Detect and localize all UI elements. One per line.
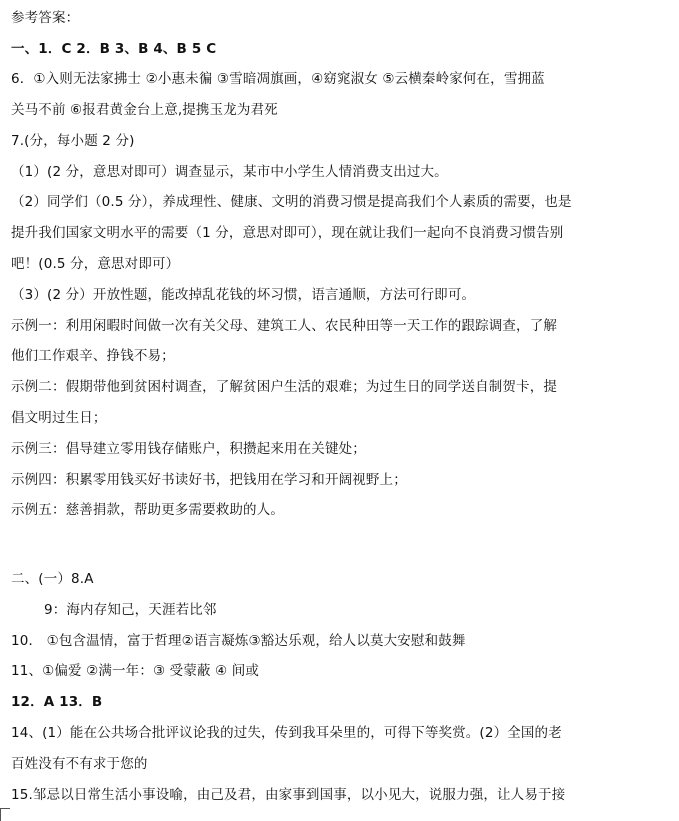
document-heading: 参考答案：: [11, 10, 80, 26]
answer-line-6-cont: 关马不前 ⑥报君黄金台上意,提携玉龙为君死: [11, 102, 278, 118]
page-corner-mark: [0, 808, 10, 821]
answer-line-14-cont: 百姓没有不有求于您的: [11, 756, 148, 772]
answer-line-6: 6．①入则无法家拂士 ②小惠未徧 ③雪暗凋旗画，④窈窕淑女 ⑤云横秦岭家何在，雪拥蓝: [11, 71, 545, 87]
answer-line-10: 10． ①包含温情，富于哲理②语言凝炼③豁达乐观，给人以莫大安慰和鼓舞: [11, 633, 466, 649]
answer-line-7-1: （1）(2 分，意思对即可）调查显示，某市中小学生人情消费支出过大。: [11, 164, 448, 180]
example-2: 示例二：假期带他到贫困村调查，了解贫困户生活的艰难；为过生日的同学送自制贺卡，提: [11, 379, 557, 395]
answer-line-11: 11、①偏爱 ②满一年：③ 受蒙蔽 ④ 间或: [11, 663, 260, 679]
answer-line-7-2: （2）同学们（0.5 分），养成理性、健康、文明的消费习惯是提高我们个人素质的需要，也是: [11, 194, 572, 210]
answer-line-7-2-cont-a: 提升我们国家文明水平的需要（1 分，意思对即可），现在就让我们一起向不良消费习惯告别: [11, 225, 564, 241]
answer-line-7-3: （3）(2 分）开放性题，能改掉乱花钱的坏习惯，语言通顺，方法可行即可。: [11, 287, 476, 303]
example-2-cont: 倡文明过生日；: [11, 410, 107, 426]
example-3: 示例三：倡导建立零用钱存储账户，积攒起来用在关键处；: [11, 441, 366, 457]
example-1-cont: 他们工作艰辛、挣钱不易；: [11, 348, 175, 364]
answer-line-9: 9：海内存知己，天涯若比邻: [44, 602, 217, 618]
section-2-heading: 二、(一）8.A: [11, 571, 94, 587]
answer-line-7: 7.(分，每小题 2 分): [11, 133, 135, 149]
answer-line-12-13: 12．A 13．B: [11, 694, 103, 710]
example-1: 示例一：利用闲暇时间做一次有关父母、建筑工人、农民种田等一天工作的跟踪调查，了解: [11, 318, 557, 334]
example-4: 示例四：积累零用钱买好书读好书，把钱用在学习和开阔视野上；: [11, 472, 407, 488]
answer-line-15: 15.邹忌以日常生活小事设喻，由己及君，由家事到国事，以小见大，说服力强，让人易于接: [11, 787, 566, 803]
example-5: 示例五：慈善捐款，帮助更多需要救助的人。: [11, 502, 284, 518]
answer-line-7-2-cont-b: 吧！(0.5 分，意思对即可）: [11, 256, 180, 272]
answer-line-14: 14、(1）能在公共场合批评议论我的过失，传到我耳朵里的，可得下等奖赏。(2）全国的老: [11, 725, 562, 741]
answer-line-1: 一、1．C 2．B 3、B 4、B 5 C: [11, 41, 217, 57]
